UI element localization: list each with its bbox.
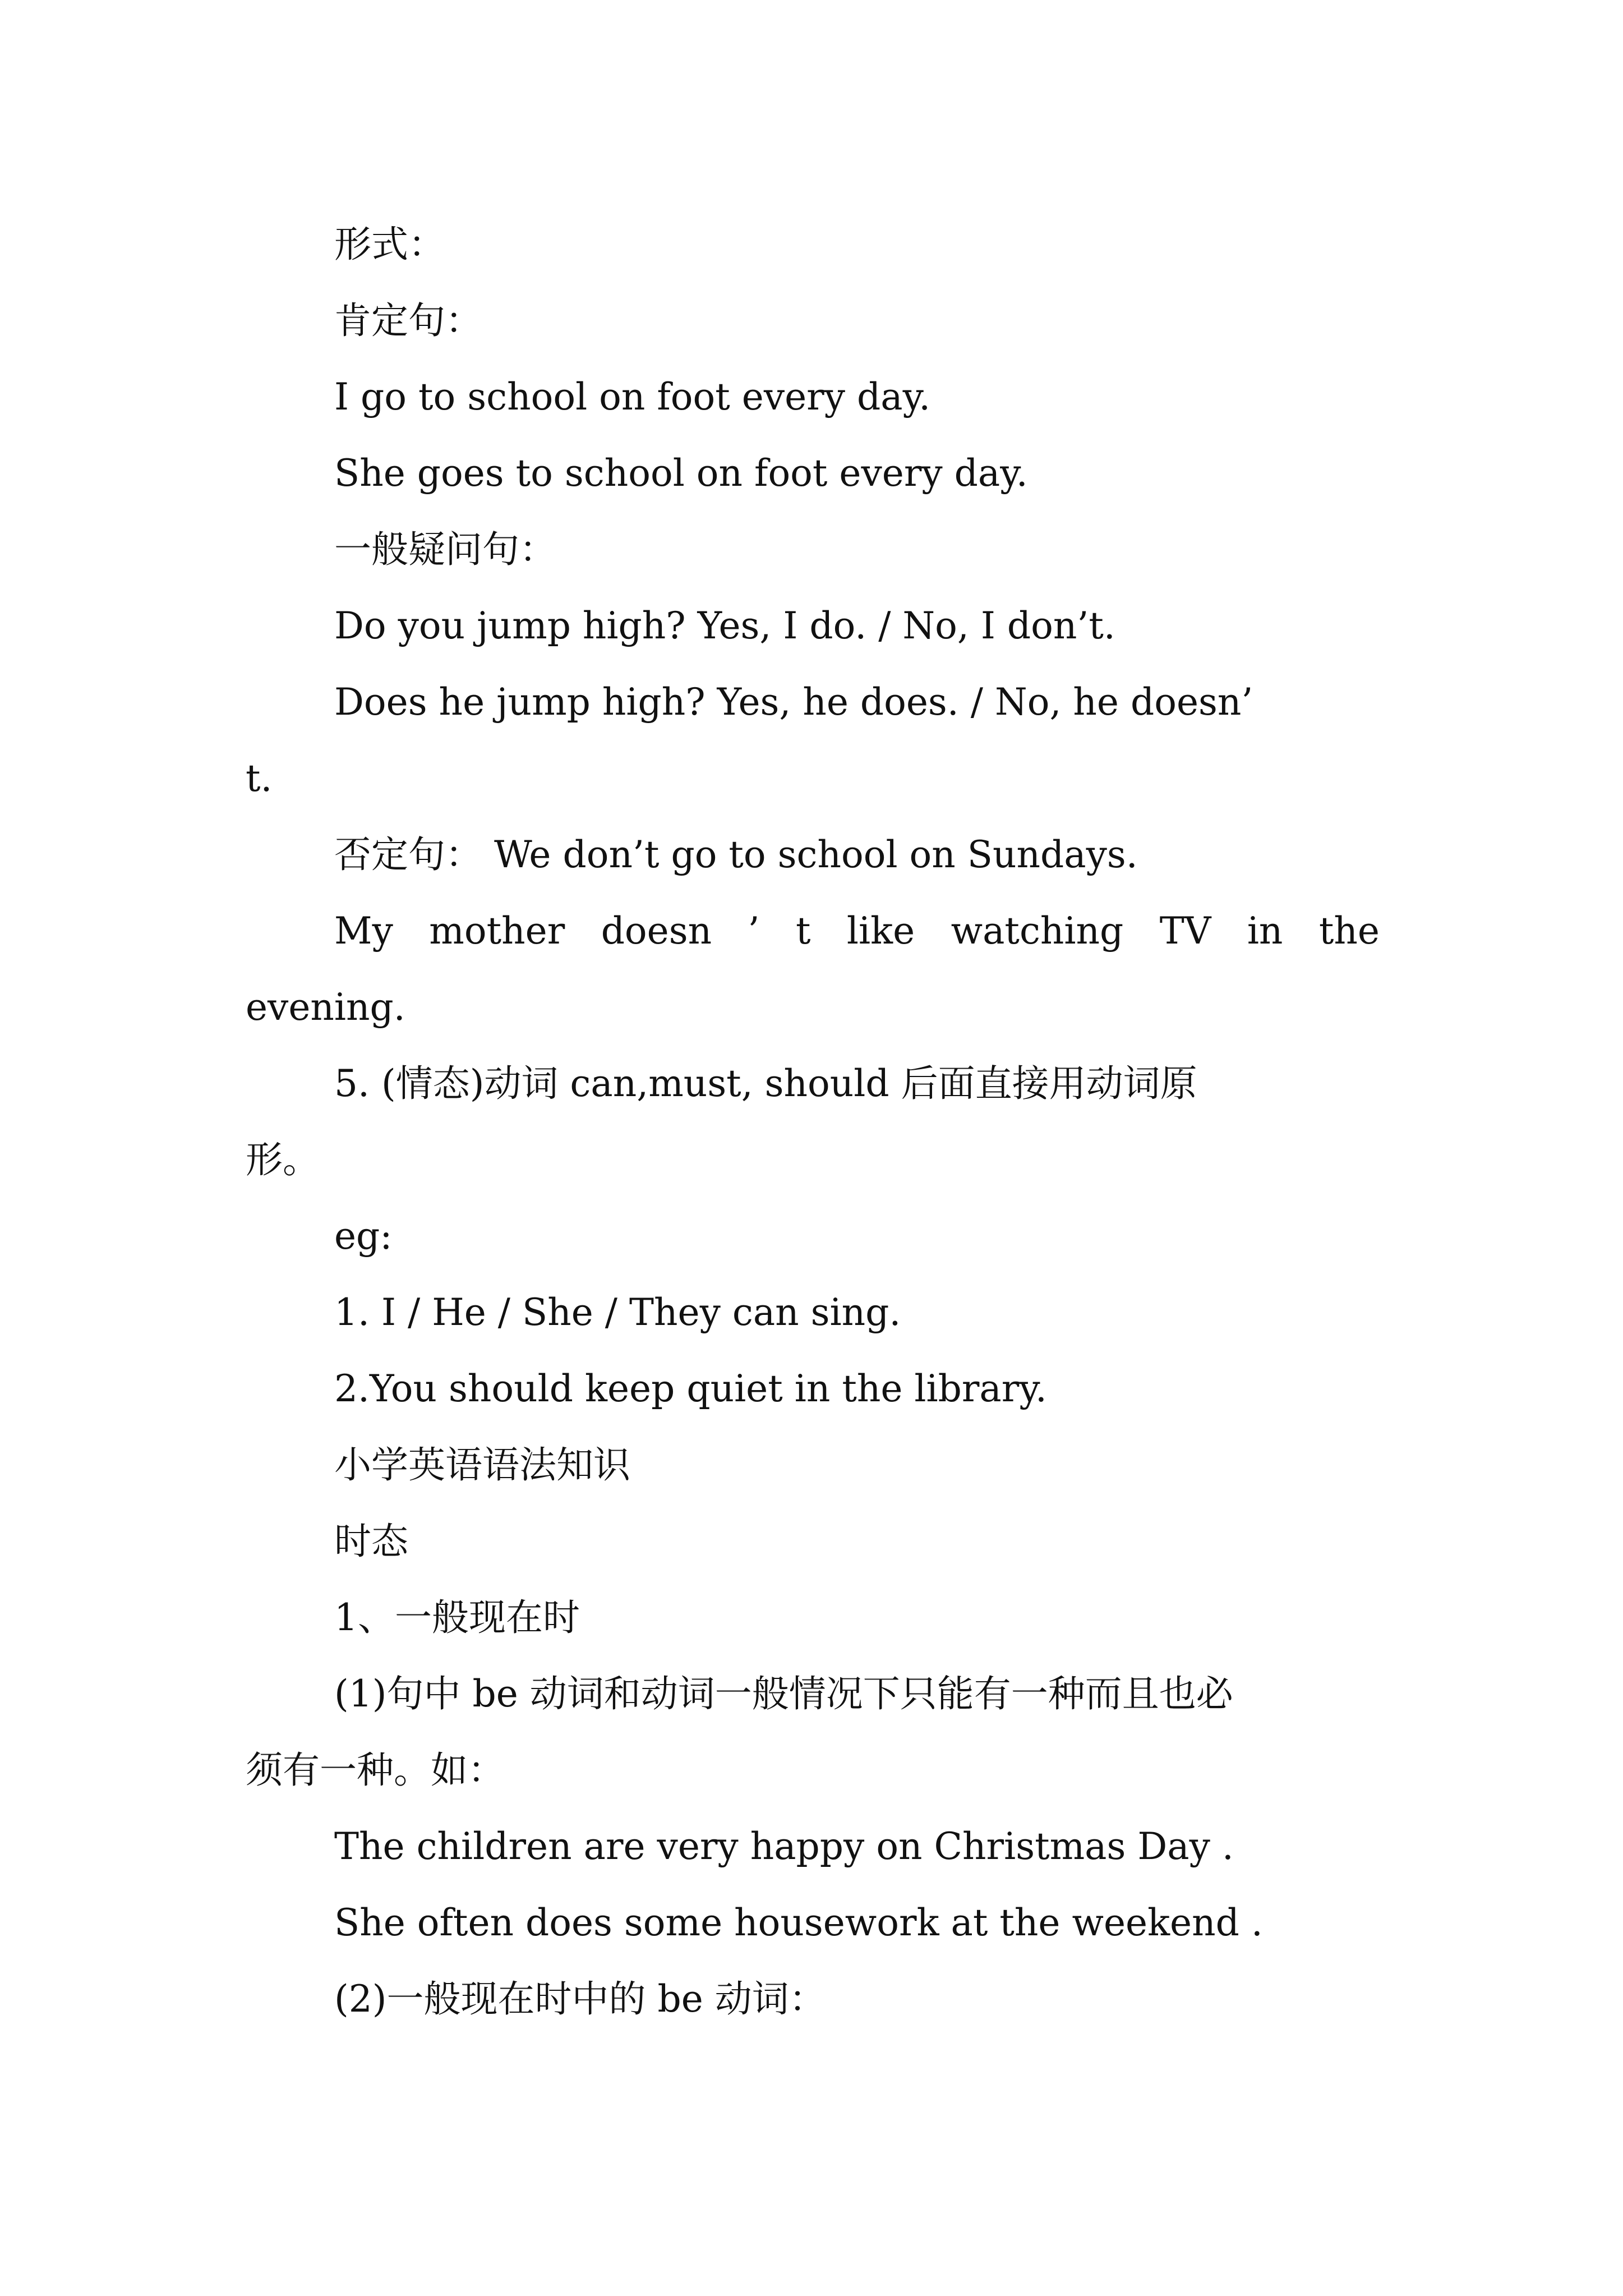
text-line: 时态 xyxy=(334,1520,408,1563)
text-line: 小学英语语法知识 xyxy=(334,1443,630,1487)
word: the xyxy=(1318,909,1380,953)
text-line: (2)一般现在时中的 be 动词： xyxy=(334,1977,826,2021)
text-line: 5. (情态)动词 can,must, should 后面直接用动词原 xyxy=(334,1062,1197,1105)
text-line: eg: xyxy=(334,1214,393,1258)
text-line: She goes to school on foot every day. xyxy=(334,452,1028,495)
text-line: t. xyxy=(246,757,273,800)
justified-text-line xyxy=(334,909,1380,954)
text-line: The children are very happy on Christmas Day . xyxy=(334,1825,1234,1868)
word: mother xyxy=(429,909,565,953)
text-line: evening. xyxy=(246,986,405,1029)
word: in xyxy=(1247,909,1283,953)
text-line: Does he jump high? Yes, he does. / No, he doesn’ xyxy=(334,680,1253,724)
word: doesn xyxy=(601,909,712,953)
text-line: 形式： xyxy=(334,223,445,266)
word: My xyxy=(334,909,393,953)
text-line: 须有一种。如： xyxy=(246,1749,505,1792)
text-line: 形。 xyxy=(246,1138,320,1181)
word: watching xyxy=(951,909,1124,953)
text-line: I go to school on foot every day. xyxy=(334,375,931,418)
word: like xyxy=(846,909,915,953)
text-line: 1、一般现在时 xyxy=(334,1596,580,1639)
text-line: She often does some housework at the weekend . xyxy=(334,1901,1263,1944)
text-line: 1. I / He / She / They can sing. xyxy=(334,1291,901,1334)
text-line: 2.You should keep quiet in the library. xyxy=(334,1367,1047,1410)
text-line: 一般疑问句： xyxy=(334,528,556,571)
word: TV xyxy=(1159,909,1211,953)
word: t xyxy=(795,909,811,953)
text-line: 肯定句： xyxy=(334,299,482,342)
text-line: 否定句： We don’t go to school on Sundays. xyxy=(334,833,1138,876)
word: ’ xyxy=(748,909,760,953)
text-line: (1)句中 be 动词和动词一般情况下只能有一种而且也必 xyxy=(334,1672,1233,1715)
text-line: Do you jump high? Yes, I do. / No, I don’t. xyxy=(334,604,1115,647)
